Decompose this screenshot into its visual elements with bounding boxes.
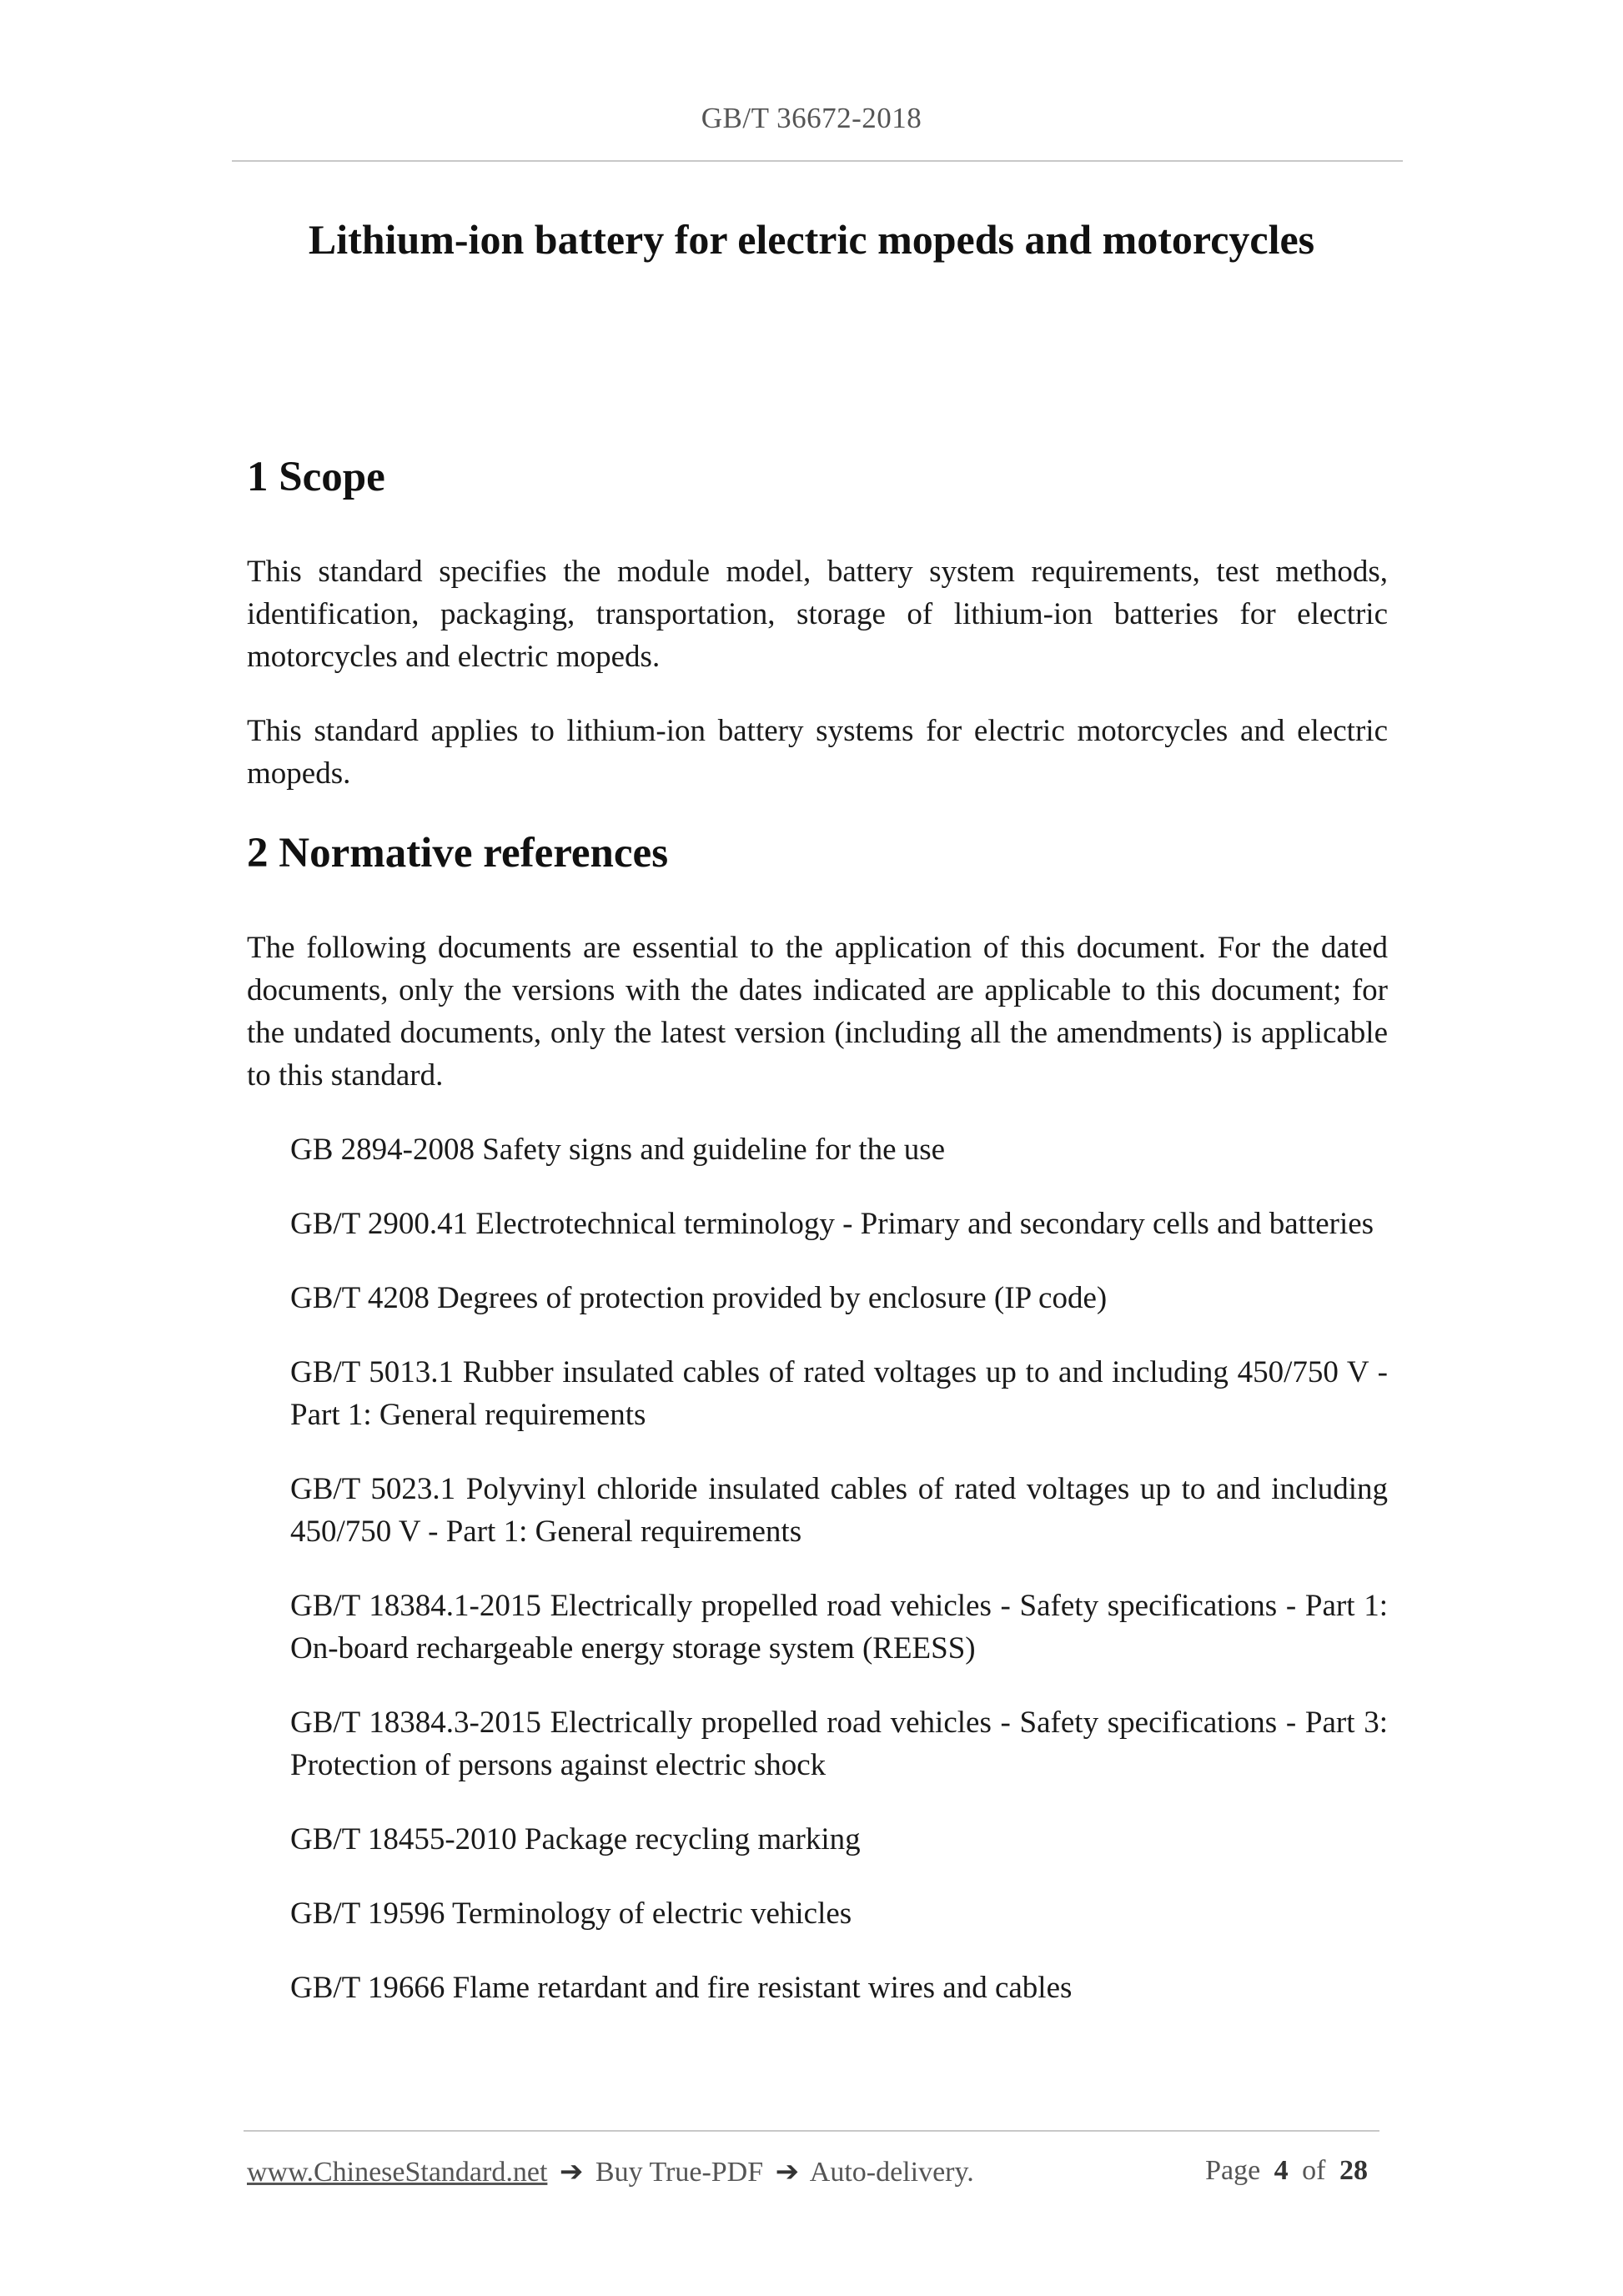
current-page-number: 4: [1274, 2155, 1289, 2186]
reference-item: GB/T 5023.1 Polyvinyl chloride insulated cables of rated voltages up to and including 450/750 V - Part 1: General requirements: [290, 1472, 1388, 1549]
buy-pdf-text: Buy True-PDF: [595, 2157, 764, 2188]
section-normative-references: [247, 826, 1388, 2009]
reference-item: GB 2894-2008 Safety signs and guideline for the use: [290, 1133, 946, 1167]
document-title: Lithium-ion battery for electric mopeds and motorcycles: [308, 216, 1315, 263]
paragraph: This standard specifies the module model, battery system requirements, test methods, identification, packaging, transportation, storage of lithium-ion batteries for electric motorcycles and electric mopeds.: [247, 555, 1388, 674]
section-heading: 2 Normative references: [247, 830, 669, 877]
auto-delivery-text: Auto-delivery.: [809, 2157, 974, 2188]
reference-item: GB/T 2900.41 Electrotechnical terminology - Primary and secondary cells and batteries: [290, 1207, 1374, 1241]
total-page-number: 28: [1339, 2155, 1368, 2186]
paragraph: The following documents are essential to the application of this document. For the dated documents, only the versions with the dates indicated are applicable to this document; for the undated documents, only the latest version (including all the amendments) is applicable to this standard.: [247, 931, 1388, 1093]
page-label: Page: [1205, 2155, 1261, 2186]
footer-promo: [247, 2155, 974, 2188]
section-scope: [247, 450, 1388, 795]
reference-item: GB/T 4208 Degrees of protection provided by enclosure (IP code): [290, 1281, 1108, 1315]
website-link[interactable]: www.ChineseStandard.net: [247, 2157, 548, 2188]
of-label: of: [1302, 2155, 1326, 2186]
paragraph: This standard applies to lithium-ion battery systems for electric motorcycles and electric mopeds.: [247, 714, 1388, 791]
reference-list: [247, 1128, 1388, 2009]
reference-item: GB/T 18384.3-2015 Electrically propelled road vehicles - Safety specifications - Part 3: Protection of persons against electric shock: [290, 1706, 1388, 1782]
footer-divider: [244, 2130, 1379, 2132]
reference-item: GB/T 19596 Terminology of electric vehicles: [290, 1897, 852, 1931]
document-code-header: GB/T 36672-2018: [701, 102, 922, 134]
reference-item: GB/T 18455-2010 Package recycling marking: [290, 1822, 861, 1856]
page-counter: [1205, 2155, 1374, 2187]
page-footer: [247, 2155, 1374, 2197]
section-heading: 1 Scope: [247, 454, 385, 500]
reference-item: GB/T 18384.1-2015 Electrically propelled road vehicles - Safety specifications - Part 1: On-board rechargeable energy storage system (REESS): [290, 1589, 1388, 1665]
right-arrow-icon: ➔: [775, 2157, 800, 2188]
reference-item: GB/T 19666 Flame retardant and fire resistant wires and cables: [290, 1971, 1073, 2005]
document-body: [247, 450, 1388, 2041]
right-arrow-icon: ➔: [559, 2157, 584, 2188]
header-divider: [232, 160, 1403, 162]
reference-item: GB/T 5013.1 Rubber insulated cables of rated voltages up to and including 450/750 V - Part 1: General requirements: [290, 1355, 1388, 1432]
